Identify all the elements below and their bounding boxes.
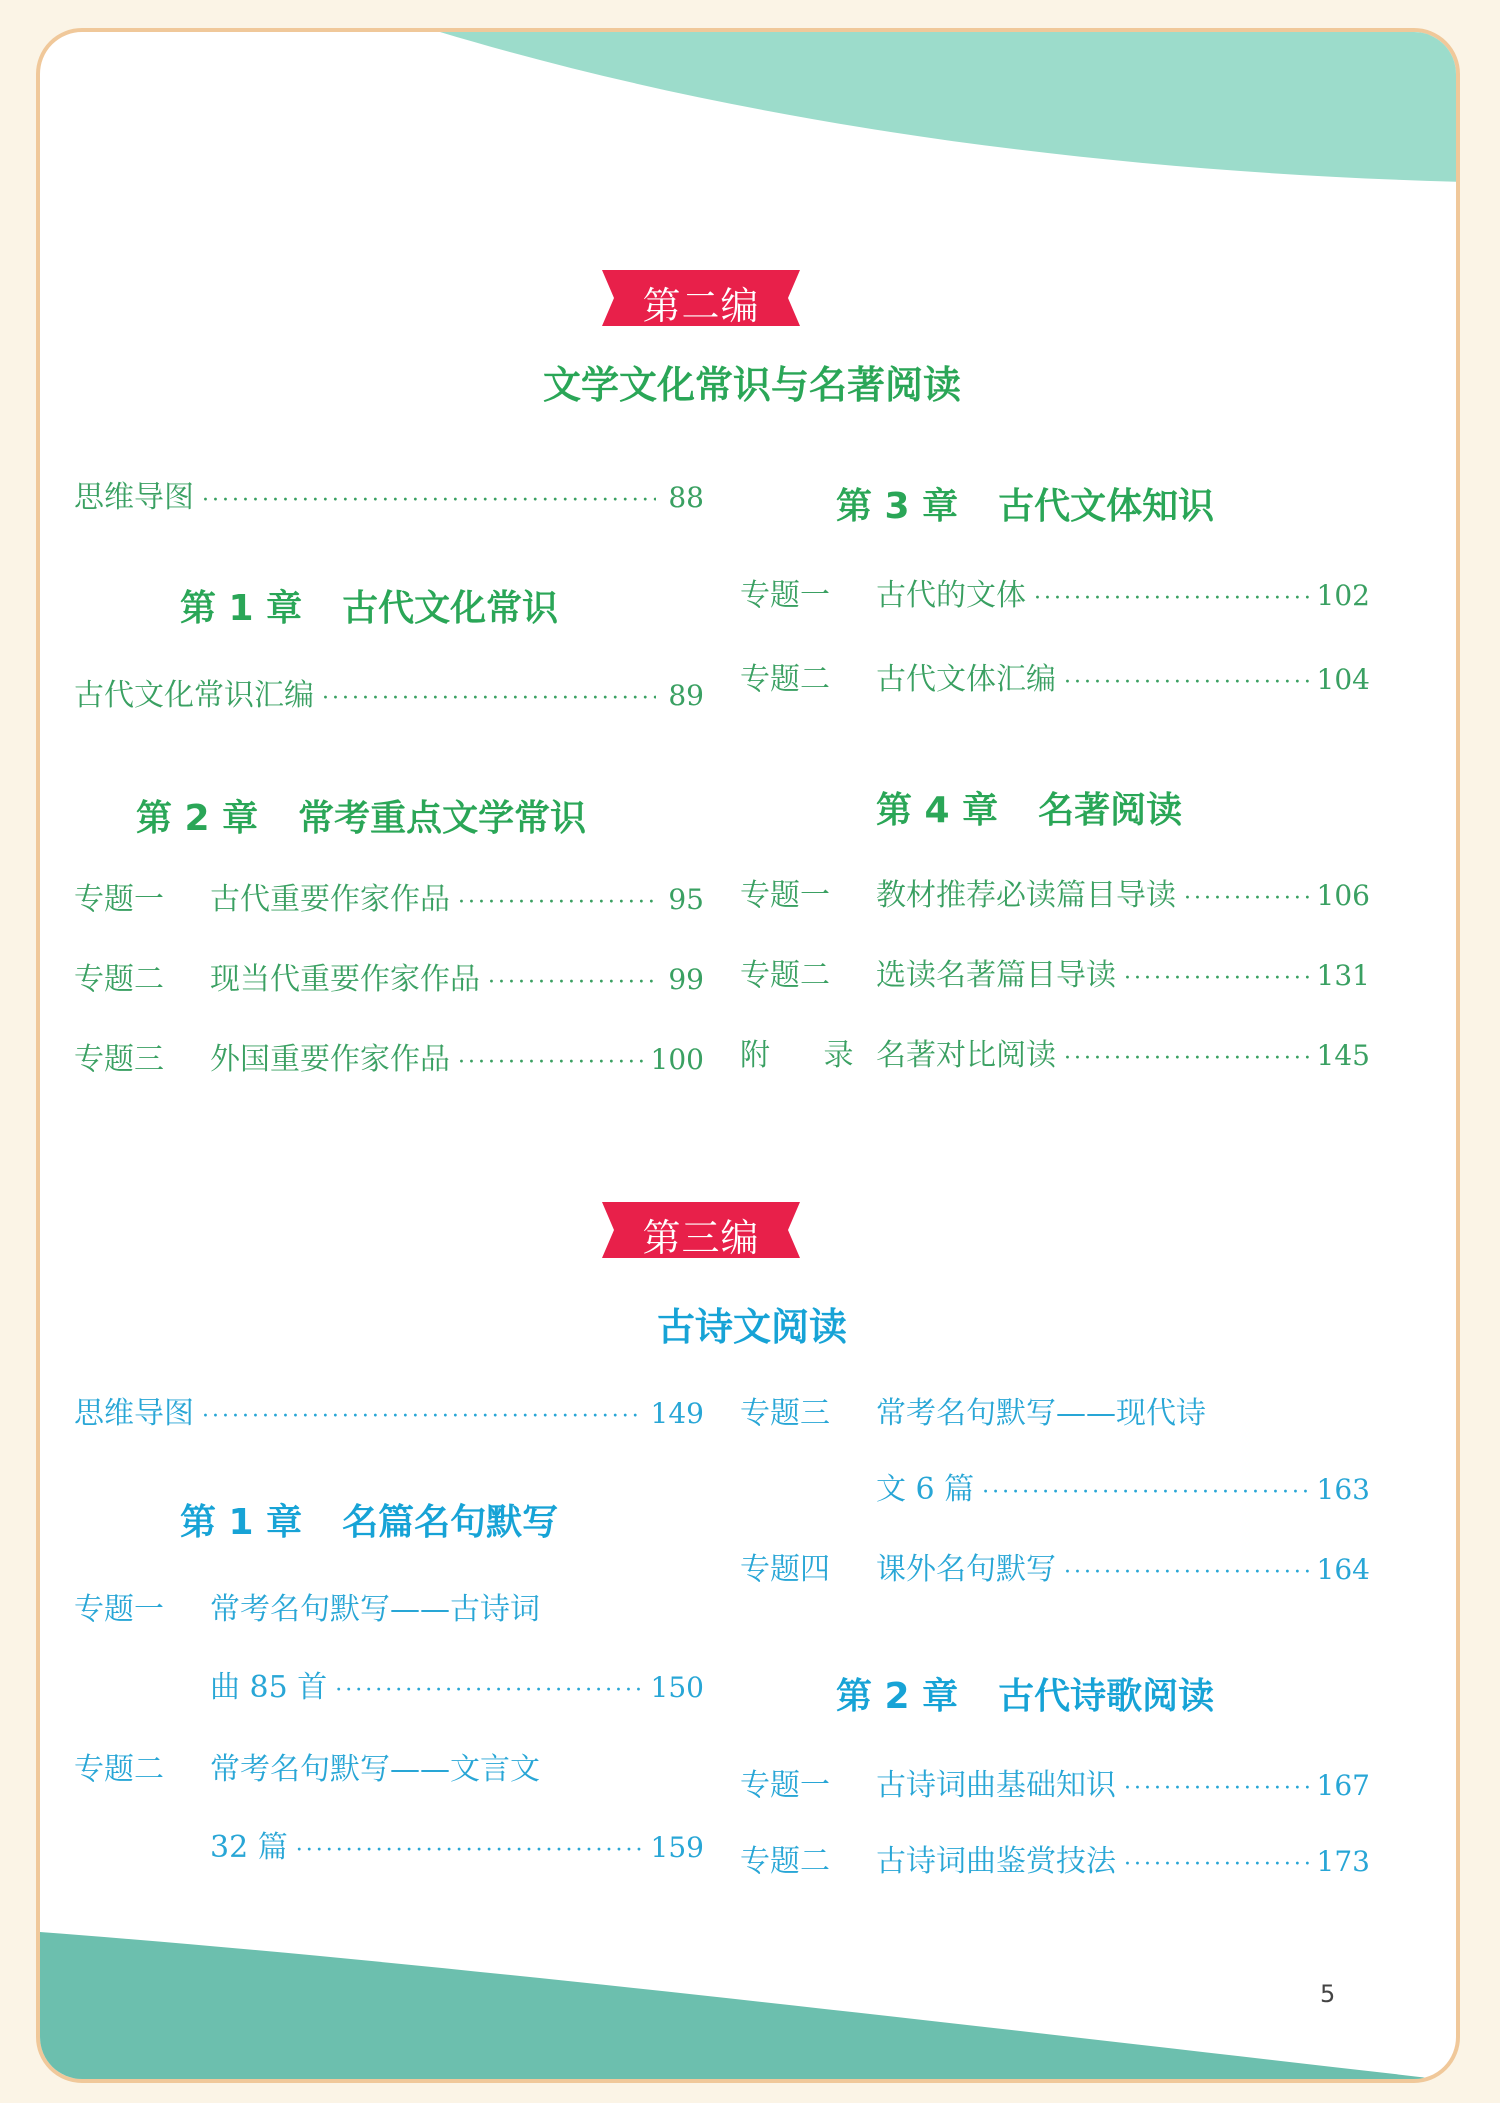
leader-dots: [1124, 1845, 1309, 1885]
chapter-number: 第 3 章: [836, 486, 959, 527]
toc-entry[interactable]: [740, 1394, 1370, 1434]
toc-entry[interactable]: [740, 660, 1370, 703]
chapter-title: 常考重点文学常识: [298, 798, 587, 839]
part-2-tag: [602, 270, 800, 326]
part-2-chapter-3-heading: [836, 478, 1214, 529]
entry-title: 古代文化常识汇编: [74, 678, 314, 713]
leader-dots: [202, 481, 656, 521]
entry-page: 173: [1316, 1845, 1370, 1878]
leader-dots: [458, 883, 656, 923]
entry-page: 167: [1316, 1769, 1370, 1802]
chapter-title: 古代文体知识: [998, 486, 1215, 527]
entry-title: 古代重要作家作品: [210, 882, 450, 917]
leader-dots: [1064, 1553, 1309, 1593]
entry-title-continued: 32 篇: [210, 1830, 288, 1865]
leader-dots: [1064, 1039, 1309, 1079]
entry-title: 外国重要作家作品: [210, 1042, 450, 1077]
toc-entry[interactable]: [740, 576, 1370, 619]
entry-label: 专题二: [740, 958, 830, 993]
part-3-tag: [602, 1202, 800, 1258]
toc-entry[interactable]: [740, 1766, 1370, 1809]
entry-label: 专题一: [740, 878, 830, 913]
entry-title: 思维导图: [74, 1396, 194, 1431]
toc-entry-continuation[interactable]: [210, 1668, 704, 1711]
entry-label: 专题二: [740, 662, 830, 697]
leader-dots: [488, 963, 656, 1003]
toc-entry[interactable]: [74, 1590, 704, 1630]
page-number: 5: [1320, 1980, 1336, 2008]
leader-dots: [1124, 959, 1309, 999]
entry-page: 88: [668, 481, 704, 514]
entry-title: 常考名句默写——文言文: [210, 1752, 540, 1787]
entry-label: 专题二: [74, 962, 164, 997]
entry-page: 145: [1316, 1039, 1370, 1072]
entry-page: 95: [668, 883, 704, 916]
chapter-number: 第 2 章: [136, 798, 259, 839]
toc-entry[interactable]: [740, 956, 1370, 999]
entry-title: 常考名句默写——现代诗: [876, 1396, 1206, 1431]
part-2-tag-text: 第二编: [642, 284, 760, 328]
chapter-title: 古代文化常识: [342, 588, 559, 629]
entry-title-continued: 文 6 篇: [876, 1472, 975, 1507]
entry-label: 附 录: [740, 1038, 876, 1073]
toc-entry[interactable]: [74, 960, 704, 1003]
entry-label: 专题四: [740, 1552, 830, 1587]
toc-entry[interactable]: [740, 876, 1370, 919]
toc-entry[interactable]: [74, 1040, 704, 1083]
part-3-chapter-2-heading: [836, 1668, 1214, 1719]
entry-page: 159: [650, 1831, 704, 1864]
entry-label: 专题一: [74, 882, 164, 917]
entry-page: 106: [1316, 879, 1370, 912]
chapter-number: 第 1 章: [180, 1502, 303, 1543]
toc-entry[interactable]: [74, 676, 704, 719]
entry-label: 专题二: [74, 1752, 164, 1787]
leader-dots: [322, 679, 656, 719]
toc-entry-continuation[interactable]: [210, 1828, 704, 1871]
part-2-chapter-1-heading: [180, 580, 558, 631]
entry-page: 89: [668, 679, 704, 712]
leader-dots: [1064, 663, 1309, 703]
entry-title: 古诗词曲基础知识: [876, 1768, 1116, 1803]
leader-dots: [335, 1671, 642, 1711]
entry-page: 150: [650, 1671, 704, 1704]
part-2-chapter-2-heading: [136, 790, 586, 841]
part-2-mind-map-entry[interactable]: [74, 478, 704, 521]
entry-label: 专题二: [740, 1844, 830, 1879]
toc-entry[interactable]: [74, 880, 704, 923]
entry-page: 100: [650, 1043, 704, 1076]
entry-label: 专题一: [74, 1592, 164, 1627]
chapter-number: 第 2 章: [836, 1676, 959, 1717]
entry-label: 专题一: [740, 578, 830, 613]
entry-title: 古诗词曲鉴赏技法: [876, 1844, 1116, 1879]
chapter-number: 第 4 章: [876, 790, 999, 831]
toc-entry[interactable]: [74, 1750, 704, 1790]
entry-title-continued: 曲 85 首: [210, 1670, 328, 1705]
entry-title: 常考名句默写——古诗词: [210, 1592, 540, 1627]
part-3-tag-text: 第三编: [642, 1216, 760, 1260]
leader-dots: [296, 1831, 643, 1871]
toc-entry[interactable]: [740, 1550, 1370, 1593]
leader-dots: [982, 1473, 1308, 1513]
chapter-title: 名篇名句默写: [342, 1502, 559, 1543]
leader-dots: [1124, 1769, 1309, 1809]
toc-page: [36, 28, 1460, 2083]
toc-entry[interactable]: [740, 1036, 1370, 1079]
entry-label: 专题三: [74, 1042, 164, 1077]
entry-page: 149: [650, 1397, 704, 1430]
entry-title: 现当代重要作家作品: [210, 962, 480, 997]
chapter-number: 第 1 章: [180, 588, 303, 629]
entry-page: 131: [1316, 959, 1370, 992]
entry-title: 思维导图: [74, 480, 194, 515]
chapter-title: 古代诗歌阅读: [998, 1676, 1215, 1717]
entry-title: 教材推荐必读篇目导读: [876, 878, 1176, 913]
chapter-title: 名著阅读: [1038, 790, 1183, 831]
entry-title: 课外名句默写: [876, 1552, 1056, 1587]
part-2-title: 文学文化常识与名著阅读: [542, 363, 961, 407]
part-3-chapter-1-heading: [180, 1494, 558, 1545]
leader-dots: [458, 1043, 643, 1083]
leader-dots: [1034, 579, 1309, 619]
entry-label: 专题一: [740, 1768, 830, 1803]
entry-label: 专题三: [740, 1396, 830, 1431]
leader-dots: [1184, 879, 1309, 919]
entry-title: 古代的文体: [876, 578, 1026, 613]
part-3-mind-map-entry[interactable]: [74, 1394, 704, 1437]
part-3-title: 古诗文阅读: [656, 1305, 847, 1349]
leader-dots: [202, 1397, 643, 1437]
entry-page: 104: [1316, 663, 1370, 696]
entry-title: 古代文体汇编: [876, 662, 1056, 697]
entry-page: 99: [668, 963, 704, 996]
part-2-chapter-4-heading: [876, 782, 1182, 833]
entry-page: 164: [1316, 1553, 1370, 1586]
toc-entry[interactable]: [740, 1842, 1370, 1885]
entry-title: 名著对比阅读: [876, 1038, 1056, 1073]
entry-page: 102: [1316, 579, 1370, 612]
entry-page: 163: [1316, 1473, 1370, 1506]
toc-entry-continuation[interactable]: [876, 1470, 1370, 1513]
entry-title: 选读名著篇目导读: [876, 958, 1116, 993]
